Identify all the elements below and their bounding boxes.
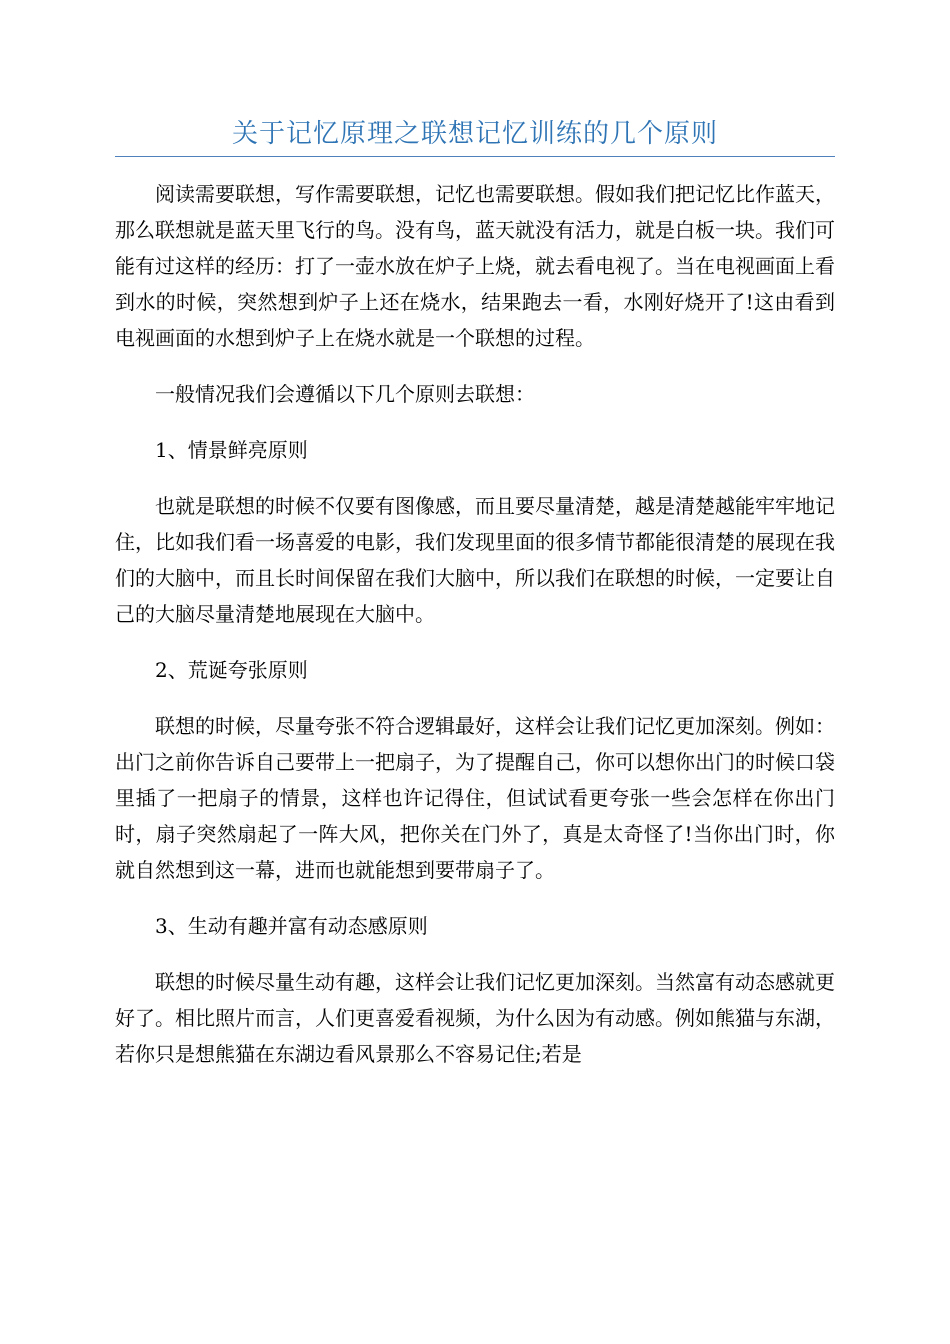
paragraph-principle-3: 联想的时候尽量生动有趣，这样会让我们记忆更加深刻。当然富有动态感就更好了。相比照片而言，人们更喜爱看视频，为什么因为有动感。例如熊猫与东湖，若你只是想熊猫在东湖边看风景那么不容易记住;若是 — [115, 970, 835, 1066]
document-title: 关于记忆原理之联想记忆训练的几个原则 — [231, 119, 718, 149]
section-heading-1: 1、情景鲜亮原则 — [155, 438, 308, 462]
section-heading-2: 2、荒诞夸张原则 — [155, 658, 308, 682]
paragraph-principles-lead: 一般情况我们会遵循以下几个原则去联想： — [155, 382, 535, 406]
title-block — [115, 112, 835, 157]
paragraph-principle-2: 联想的时候，尽量夸张不符合逻辑最好，这样会让我们记忆更加深刻。例如：出门之前你告诉自己要带上一把扇子，为了提醒自己，你可以想你出门的时候口袋里插了一把扇子的情景，这样也许记得住，但试试看更夸张一些会怎样在你出门时，扇子突然扇起了一阵大风，把你关在门外了，真是太奇怪了!当你出门时，你就自然想到这一幕，进而也就能想到要带扇子了。 — [115, 714, 835, 882]
document-body — [115, 176, 835, 1092]
paragraph-intro: 阅读需要联想，写作需要联想，记忆也需要联想。假如我们把记忆比作蓝天，那么联想就是蓝天里飞行的鸟。没有鸟，蓝天就没有活力，就是白板一块。我们可能有过这样的经历：打了一壶水放在炉子上烧，就去看电视了。当在电视画面上看到水的时候，突然想到炉子上还在烧水，结果跑去一看，水刚好烧开了!这由看到电视画面的水想到炉子上在烧水就是一个联想的过程。 — [115, 182, 835, 350]
paragraph-principle-1: 也就是联想的时候不仅要有图像感，而且要尽量清楚，越是清楚越能牢牢地记住，比如我们看一场喜爱的电影，我们发现里面的很多情节都能很清楚的展现在我们的大脑中，而且长时间保留在我们大脑中，所以我们在联想的时候，一定要让自己的大脑尽量清楚地展现在大脑中。 — [115, 494, 835, 626]
section-heading-3: 3、生动有趣并富有动态感原则 — [155, 914, 428, 938]
